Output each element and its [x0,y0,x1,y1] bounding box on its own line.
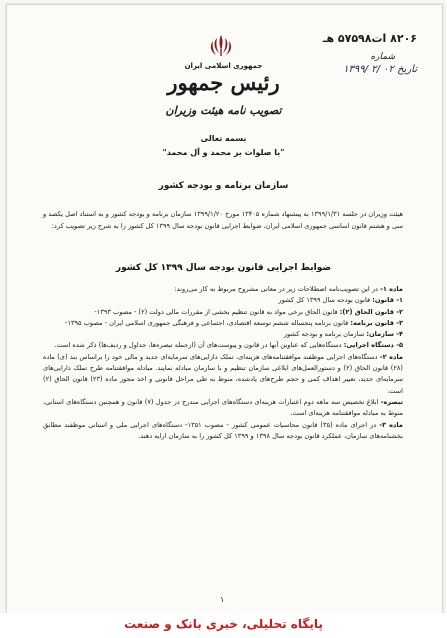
invocation: بسمه تعالی [200,134,247,143]
definition-3: ۳- قانون برنامه: قانون برنامه پنجساله ششم توسعه اقتصادی، اجتماعی و فرهنگی جمهوری اسلامی ایران - مصوب ۱۳۹۵- [65,318,403,327]
definition-5: ۵- دستگاه اجرایی: دستگاه‌هایی که عناوین آنها در قانون و پیوست‌های آن (ازجمله تبصره‌ها، جداول و ردیف‌ها) ذکر شده است. [54,341,403,350]
body-articles [43,284,403,442]
article-2: ماده ۲- دستگاه‌های اجرایی موظفند موافقتنامه‌های هزینه‌ای، تملک دارایی‌های سرمایه‌ای جدید و مالی خود را براساس بند (ی) ماده (۲۸) قانون الحاق (۲) و دستورالعمل‌های ابلاغی سازمان تنظیم و با سازمان مبادله نمایند. مبادله موافقتنامه طرح تملک دارایی‌های سرمایه‌ای جدید، تغییر اهداف کمی و حجم طرح‌های یادشده، منوط به طی مراحل قانونی و اخذ مجوز ماده (۲۳) قانون الحاق (۲) است. [43,352,404,395]
reference-number: ۸۲۰۶ ات۵۷۵۹۸ هـ [322,32,417,45]
intro-paragraph: هیئت وزیران در جلسه ۱۳۹۹/۱/۳۱ به پیشنهاد شماره ۱۳۴۰۵ مورخ ۱۳۹۹/۱/۲۰ سازمان برنامه و بودجه کشور و به استناد اصل یکصد و سی و هشتم قانون اساسی جمهوری اسلامی ایران، ضوابط اجرایی قانون بودجه سال ۱۳۹۹ کل کشور را به شرح زیر تصویب کرد: [43,210,403,230]
iran-emblem-icon [208,34,234,58]
page-number: ۱ [220,595,225,604]
article-1: ماده ۱- در این تصویب‌نامه اصطلاحات زیر در معانی مشروح مربوط به کار می‌روند: [174,285,403,293]
addressee: سازمان برنامه و بودجه کشور [158,181,289,191]
letterhead-country: جمهوری اسلامی ایران [184,62,263,70]
article-2-note: تبصره- ابلاغ تخصیص سه ماهه دوم اعتبارات هزینه‌ای دستگاه‌های اجرایی مندرج در جدول (۷) قانون و همچنین دستگاه‌های استانی، منوط به مبادله موافقتنامه هزینه‌ای است. [43,397,404,418]
salavat-line: "با صلوات بر محمد و آل محمد" [162,148,285,157]
footer-banner-text: پایگاه تحلیلی، خبری بانک و صنعت [124,617,323,631]
definition-1: ۱- قانون: قانون بودجه سال ۱۳۹۹ کل کشور [278,296,403,305]
reference-date: تاریخ ۰۲ /۲ /۱۳۹۹ [343,64,417,75]
definition-4: ۴- سازمان: سازمان برنامه و بودجه کشور [283,330,403,339]
definition-2: ۲- قانون الحاق (۲): قانون الحاق برخی مواد به قانون تنظیم بخشی از مقررات مالی دولت (۲) - مصوب ۱۳۹۳- [94,307,403,316]
letterhead-office: رئیس جمهور [167,70,280,95]
document-title: ضوابط اجرایی قانون بودجه سال ۱۳۹۹ کل کشور [115,263,332,273]
article-3: ماده ۳- در اجرای ماده (۳۵) قانون محاسبات عمومی کشور - مصوب ۱۳۵۱- دستگاه‌های اجرایی ملی و استانی موظفند مطابق بخشنامه‌های سازمان، عملکرد قانون بودجه سال ۱۳۹۸ و ۱۳۹۹ کل کشور را به سازمان ارایه دهند. [43,420,403,440]
reference-number-label: شماره [370,52,395,62]
letterhead-subtitle: تصویب نامه هیئت وزیران [165,104,282,117]
footer-banner [0,613,447,638]
